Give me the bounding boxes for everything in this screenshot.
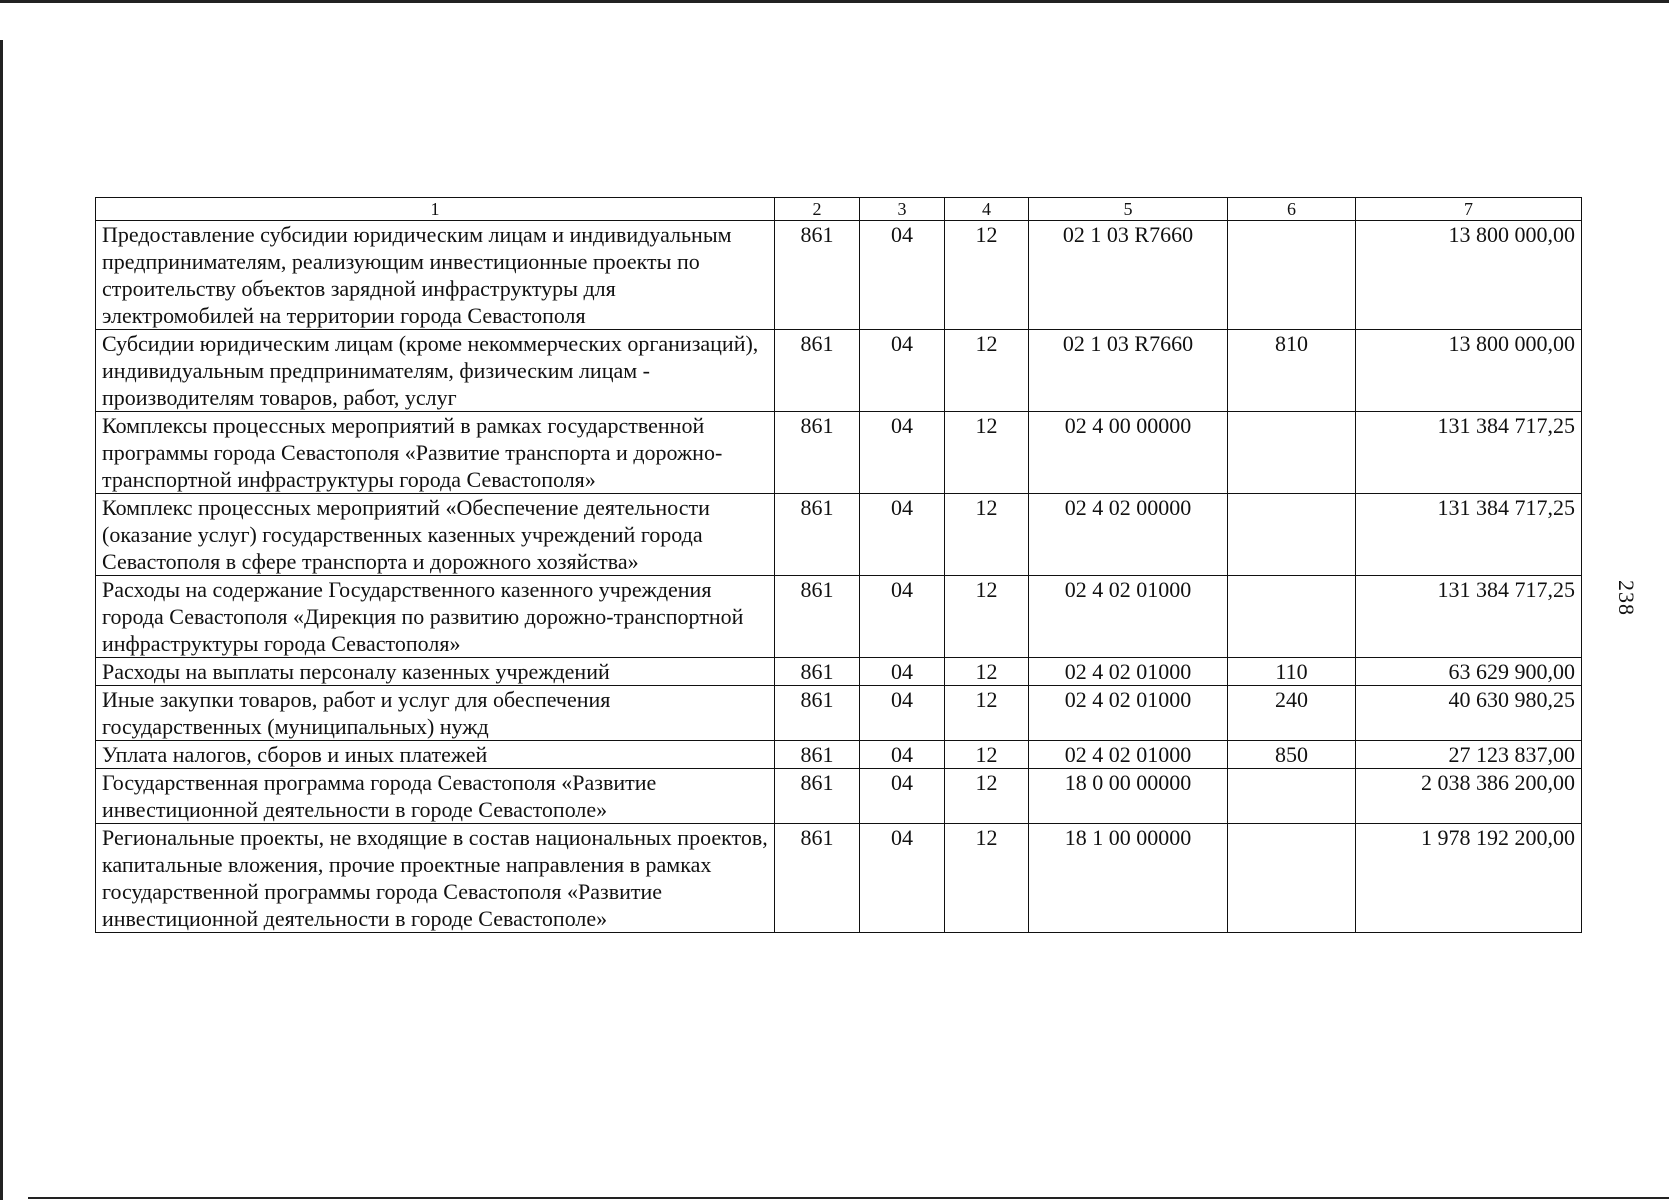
row-amount: 27 123 837,00	[1356, 741, 1582, 769]
row-subsection-code: 12	[945, 824, 1029, 933]
table-row	[96, 412, 1582, 494]
header-col-5: 5	[1029, 198, 1228, 221]
row-name: Иные закупки товаров, работ и услуг для обеспечения государственных (муниципальных) нужд	[96, 686, 775, 741]
row-ministry-code: 861	[775, 741, 860, 769]
row-subsection-code: 12	[945, 686, 1029, 741]
row-name: Субсидии юридическим лицам (кроме некоммерческих организаций), индивидуальным предпринимателям, физическим лицам - производителям товаров, работ, услуг	[96, 330, 775, 412]
scan-edge-bottom	[28, 1197, 1669, 1199]
row-ministry-code: 861	[775, 658, 860, 686]
row-name: Уплата налогов, сборов и иных платежей	[96, 741, 775, 769]
row-ministry-code: 861	[775, 576, 860, 658]
row-amount: 131 384 717,25	[1356, 576, 1582, 658]
row-amount: 131 384 717,25	[1356, 494, 1582, 576]
row-target-article: 02 4 02 01000	[1029, 686, 1228, 741]
row-expense-type: 110	[1228, 658, 1356, 686]
row-target-article: 02 4 02 00000	[1029, 494, 1228, 576]
row-name: Комплексы процессных мероприятий в рамках государственной программы города Севастополя «Развитие транспорта и дорожно-транспортной инфраструктуры города Севастополя»	[96, 412, 775, 494]
row-target-article: 02 1 03 R7660	[1029, 330, 1228, 412]
row-target-article: 02 4 02 01000	[1029, 658, 1228, 686]
header-col-6: 6	[1228, 198, 1356, 221]
row-target-article: 18 1 00 00000	[1029, 824, 1228, 933]
row-target-article: 02 4 02 01000	[1029, 741, 1228, 769]
table-row	[96, 824, 1582, 933]
row-expense-type	[1228, 221, 1356, 330]
row-expense-type: 240	[1228, 686, 1356, 741]
row-ministry-code: 861	[775, 412, 860, 494]
row-name: Государственная программа города Севастополя «Развитие инвестиционной деятельности в городе Севастополе»	[96, 769, 775, 824]
row-section-code: 04	[860, 221, 945, 330]
header-row	[96, 198, 1582, 221]
row-target-article: 18 0 00 00000	[1029, 769, 1228, 824]
scan-edge-left	[0, 40, 3, 1200]
row-section-code: 04	[860, 330, 945, 412]
row-section-code: 04	[860, 824, 945, 933]
row-expense-type	[1228, 824, 1356, 933]
row-expense-type: 850	[1228, 741, 1356, 769]
row-amount: 131 384 717,25	[1356, 412, 1582, 494]
row-section-code: 04	[860, 686, 945, 741]
row-subsection-code: 12	[945, 741, 1029, 769]
row-name: Расходы на содержание Государственного казенного учреждения города Севастополя «Дирекция по развитию дорожно-транспортной инфраструктуры города Севастополя»	[96, 576, 775, 658]
table-row	[96, 658, 1582, 686]
row-expense-type: 810	[1228, 330, 1356, 412]
row-amount: 1 978 192 200,00	[1356, 824, 1582, 933]
row-section-code: 04	[860, 658, 945, 686]
table-row	[96, 686, 1582, 741]
row-section-code: 04	[860, 769, 945, 824]
row-section-code: 04	[860, 412, 945, 494]
row-subsection-code: 12	[945, 221, 1029, 330]
row-amount: 13 800 000,00	[1356, 330, 1582, 412]
row-expense-type	[1228, 412, 1356, 494]
row-subsection-code: 12	[945, 769, 1029, 824]
row-subsection-code: 12	[945, 494, 1029, 576]
header-col-4: 4	[945, 198, 1029, 221]
row-amount: 40 630 980,25	[1356, 686, 1582, 741]
table-row	[96, 330, 1582, 412]
table-row	[96, 769, 1582, 824]
row-ministry-code: 861	[775, 824, 860, 933]
row-amount: 13 800 000,00	[1356, 221, 1582, 330]
row-subsection-code: 12	[945, 576, 1029, 658]
header-col-7: 7	[1356, 198, 1582, 221]
row-ministry-code: 861	[775, 330, 860, 412]
row-expense-type	[1228, 576, 1356, 658]
scan-edge-top	[0, 0, 1669, 3]
row-subsection-code: 12	[945, 412, 1029, 494]
row-amount: 63 629 900,00	[1356, 658, 1582, 686]
row-amount: 2 038 386 200,00	[1356, 769, 1582, 824]
row-section-code: 04	[860, 494, 945, 576]
row-section-code: 04	[860, 741, 945, 769]
table-row	[96, 494, 1582, 576]
header-col-2: 2	[775, 198, 860, 221]
row-name: Региональные проекты, не входящие в состав национальных проектов, капитальные вложения, прочие проектные направления в рамках государственной программы города Севастополя «Развитие инвестиционной деятельности в городе Севастополе»	[96, 824, 775, 933]
row-name: Предоставление субсидии юридическим лицам и индивидуальным предпринимателям, реализующим инвестиционные проекты по строительству объектов зарядной инфраструктуры для электромобилей на территории города Севастополя	[96, 221, 775, 330]
row-name: Расходы на выплаты персоналу казенных учреждений	[96, 658, 775, 686]
header-col-1: 1	[96, 198, 775, 221]
row-ministry-code: 861	[775, 686, 860, 741]
row-target-article: 02 4 02 01000	[1029, 576, 1228, 658]
row-target-article: 02 1 03 R7660	[1029, 221, 1228, 330]
header-col-3: 3	[860, 198, 945, 221]
budget-table	[95, 197, 1582, 933]
table-row	[96, 576, 1582, 658]
row-subsection-code: 12	[945, 330, 1029, 412]
table-row	[96, 741, 1582, 769]
page-number: 238	[1614, 580, 1639, 616]
row-target-article: 02 4 00 00000	[1029, 412, 1228, 494]
row-expense-type	[1228, 494, 1356, 576]
row-subsection-code: 12	[945, 658, 1029, 686]
row-name: Комплекс процессных мероприятий «Обеспечение деятельности (оказание услуг) государственных казенных учреждений города Севастополя в сфере транспорта и дорожного хозяйства»	[96, 494, 775, 576]
row-expense-type	[1228, 769, 1356, 824]
row-section-code: 04	[860, 576, 945, 658]
row-ministry-code: 861	[775, 494, 860, 576]
table-row	[96, 221, 1582, 330]
row-ministry-code: 861	[775, 221, 860, 330]
row-ministry-code: 861	[775, 769, 860, 824]
